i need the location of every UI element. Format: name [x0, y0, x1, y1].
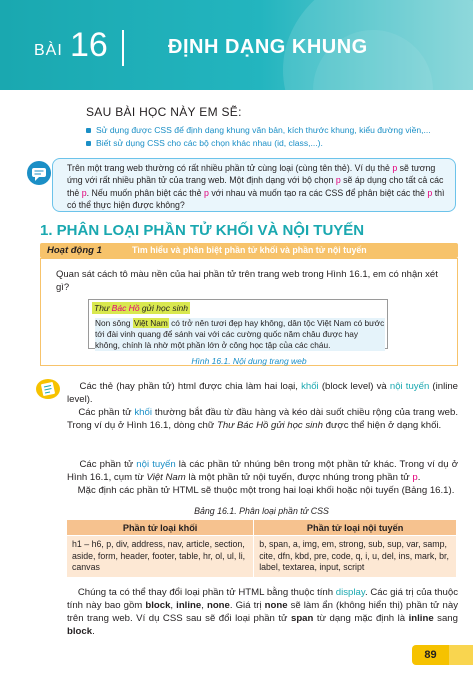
- page-number: 89: [412, 645, 449, 665]
- figure-caption: Hình 16.1. Nội dung trang web: [191, 356, 307, 366]
- lesson-title: ĐỊNH DẠNG KHUNG: [168, 36, 368, 58]
- body-paragraph: Chúng ta có thể thay đổi loại phần tử HTML bằng thuộc tính display. Các giá trị của thuộc tính này bao gồm block, inline, none. Giá trị none sẽ làm ẩn (không hiển thị) phần tử này trên trang web. Ví dụ CSS sau sẽ đổi loại phần tử span từ dạng mặc định là inline sang block.: [67, 587, 458, 637]
- activity-question: Quan sát cách tô màu nền của hai phần tử trên trang web trong Hình 16.1, em có nhận xét gì?: [56, 269, 438, 293]
- table-row: [67, 536, 457, 578]
- activity-label: Hoạt động 1: [47, 245, 102, 256]
- objectives-title: SAU BÀI HỌC NÀY EM SẼ:: [86, 105, 242, 119]
- table-header: Phần tử loại khối: [67, 520, 254, 536]
- table-header: Phần tử loại nội tuyến: [254, 520, 457, 536]
- body-paragraph: Các phần tử nội tuyến là các phần tử nhúng bên trong một phần tử khác. Trong ví dụ ở Hình 16.1, cụm từ Việt Nam là một phần tử nội tuyến, được nhúng trong phần tử p.: [67, 459, 459, 483]
- example-paragraph: Non sông Việt Nam có trở nên tươi đẹp hay không, dân tộc Việt Nam có bước tới đài vinh quang để sánh vai với các cường quốc năm châu được hay không, chính là nhờ một phần lớn ở công học tập của các cháu.: [95, 318, 385, 350]
- body-paragraph: Mặc định các phần tử HTML sẽ thuộc một trong hai loại khối hoặc nội tuyến (Bảng 16.1).: [77, 485, 455, 496]
- body-paragraph: Các thẻ (hay phần tử) html được chia làm hai loại, khối (block level) và nội tuyến (inline level).: [67, 381, 459, 405]
- objectives-list: [86, 124, 456, 150]
- body-paragraph: Các phần tử khối thường bắt đầu từ đầu hàng và kéo dài suốt chiều rộng của trang web. Trong ví dụ ở Hình 16.1, dòng chữ Thư Bác Hồ gửi học sinh được thể hiện ở dạng khối.: [67, 407, 458, 431]
- objective-item: Sử dụng được CSS để định dạng khung văn bản, kích thước khung, kiểu đường viền,...: [86, 124, 456, 137]
- objective-item: Biết sử dụng CSS cho các bộ chọn khác nhau (id, class,...).: [86, 137, 456, 150]
- table-cell: b, span, a, img, em, strong, sub, sup, var, samp, cite, dfn, kbd, pre, code, q, i, u, del, ins, mark, br, label, textarea, input, script: [254, 536, 457, 578]
- intro-box: [52, 158, 456, 212]
- example-heading: Thư Bác Hồ gửi học sinh: [94, 303, 188, 313]
- header-divider: [122, 30, 124, 66]
- inline-highlight: Việt Nam: [133, 318, 168, 328]
- lesson-number: 16: [70, 26, 108, 64]
- lesson-label: BÀI: [34, 42, 63, 59]
- intro-text: Trên một trang web thường có rất nhiều phần tử cùng loại (cùng tên thẻ). Ví dụ thẻ p sẽ tương ứng với rất nhiều phần tử của trang web. Một định dạng với bộ chọn p sẽ áp dụng cho tất cả các thẻ p. Nếu muốn phân biệt các thẻ p với nhau và muốn tạo ra các CSS để phân biệt các thẻ p thì có thể thực hiện được không?: [67, 163, 445, 211]
- lesson-header: [0, 0, 473, 90]
- table-caption: Bảng 16.1. Phân loại phần tử CSS: [194, 506, 329, 516]
- page-tab: [449, 645, 473, 665]
- element-types-table: [66, 519, 457, 578]
- activity-description: Tìm hiểu và phân biệt phần tử khối và phần tử nội tuyến: [132, 245, 367, 255]
- section-title: 1. PHÂN LOẠI PHẦN TỬ KHỐI VÀ NỘI TUYẾN: [40, 222, 365, 239]
- speech-bubble-icon: [26, 160, 52, 186]
- table-cell: h1 – h6, p, div, address, nav, article, section, aside, form, header, footer, table, hr, ol, ul, li, canvas: [67, 536, 254, 578]
- notebook-icon: [36, 378, 60, 400]
